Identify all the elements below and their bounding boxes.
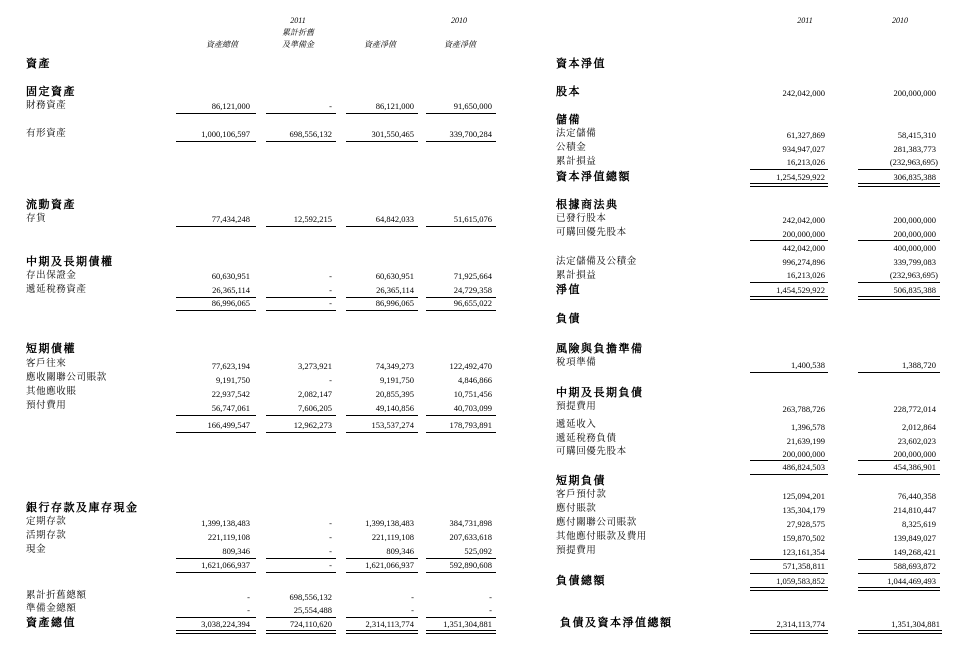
net-value: 9,191,750	[380, 375, 414, 385]
dep-value: 12,592,215	[293, 214, 332, 224]
underline	[858, 573, 940, 574]
row-label: 客戶往來	[26, 358, 67, 369]
total-liabilities-equity-label: 負債及資本淨值總額	[560, 616, 673, 629]
value-2011: 1,059,583,852	[776, 576, 825, 586]
underline	[750, 169, 828, 170]
value-2010: (232,963,695)	[889, 157, 938, 167]
underline	[426, 226, 496, 227]
gross-value: 60,630,951	[211, 271, 250, 281]
underline	[346, 310, 418, 311]
gross-value: 56,747,061	[211, 403, 250, 413]
value-2011: 1,254,529,922	[776, 172, 825, 182]
row-label: 遞延稅務資產	[26, 284, 87, 295]
value-2011: 16,213,026	[786, 270, 825, 280]
reserves-title: 儲備	[556, 113, 581, 126]
value-2010: 1,388,720	[902, 360, 936, 370]
underline	[426, 572, 496, 573]
value-2011: 200,000,000	[782, 229, 825, 239]
prev-value: 122,492,470	[449, 361, 492, 371]
underline	[858, 282, 940, 283]
row-label: 可購回優先股本	[556, 446, 627, 457]
prev-total: 178,793,891	[449, 420, 492, 430]
gross-total: 1,621,066,937	[201, 560, 250, 570]
underline	[266, 432, 336, 433]
equity-title: 資本淨值	[556, 57, 606, 70]
value-2010: 8,325,619	[902, 519, 936, 529]
double-underline	[266, 630, 336, 634]
row-label: 法定儲備及公積金	[556, 256, 637, 267]
longterm-liabilities-title: 中期及長期負債	[556, 386, 644, 399]
net-value: 49,140,856	[375, 403, 414, 413]
value-2011: 996,274,896	[782, 257, 825, 267]
gross-total: 86,996,065	[211, 298, 250, 308]
double-underline	[750, 587, 828, 591]
prev-total: 96,655,022	[453, 298, 492, 308]
row-label: 客戶預付款	[556, 489, 607, 500]
value-2011: 21,639,199	[786, 436, 825, 446]
underline	[266, 226, 336, 227]
row-label: 公積金	[556, 142, 587, 153]
total-liabilities-label: 負債總額	[556, 574, 606, 587]
gross-value: 22,937,542	[211, 389, 250, 399]
underline	[750, 372, 828, 373]
double-underline	[750, 296, 828, 300]
gross-value: -	[247, 605, 250, 615]
net-value: 20,855,395	[375, 389, 414, 399]
underline	[346, 141, 418, 142]
underline	[176, 310, 256, 311]
dep-value: -	[329, 518, 332, 528]
value-2010: 281,383,773	[893, 144, 936, 154]
net-2010-header: 資產淨值	[444, 40, 476, 49]
row-label: 其他應付賬款及費用	[556, 531, 647, 542]
prev-total: 592,890,608	[449, 560, 492, 570]
double-underline	[426, 630, 496, 634]
row-label: 有形資產	[26, 128, 67, 139]
current-assets-title: 流動資產	[26, 198, 76, 211]
net-value: -	[411, 592, 414, 602]
underline	[426, 617, 496, 618]
gross-value: 26,365,114	[212, 285, 250, 295]
gross-value: 809,346	[222, 546, 250, 556]
underline	[426, 558, 496, 559]
prev-value: 384,731,898	[449, 518, 492, 528]
value-2010: (232,963,695)	[889, 270, 938, 280]
row-label: 財務資產	[26, 100, 67, 111]
value-2010: 2,012,864	[902, 422, 936, 432]
dep-value: -	[329, 375, 332, 385]
row-label: 預提費用	[556, 401, 597, 412]
value-2011: 2,314,113,774	[776, 619, 825, 629]
value-2010: 200,000,000	[893, 215, 936, 225]
underline	[176, 415, 256, 416]
dep-value: -	[329, 285, 332, 295]
row-label: 現金	[26, 544, 47, 555]
assets-title: 資產	[26, 57, 51, 70]
value-2010: 200,000,000	[893, 88, 936, 98]
underline	[346, 617, 418, 618]
net-value: 64,842,033	[375, 214, 414, 224]
underline	[176, 226, 256, 227]
underline	[858, 474, 940, 475]
gross-value: 221,119,108	[207, 532, 250, 542]
net-value: 301,550,465	[371, 129, 414, 139]
value-2011: 1,454,529,922	[776, 285, 825, 295]
value-2011: 1,396,578	[791, 422, 825, 432]
underline	[750, 474, 828, 475]
prev-value: 207,633,618	[449, 532, 492, 542]
double-underline	[750, 630, 828, 634]
value-2010: 228,772,014	[893, 404, 936, 414]
value-2010: 506,835,388	[893, 285, 936, 295]
underline	[858, 559, 940, 560]
dep-grand-total: 724,110,620	[289, 619, 332, 629]
row-label: 定期存款	[26, 516, 67, 527]
underline	[266, 310, 336, 311]
underline	[176, 432, 256, 433]
value-2011: 200,000,000	[782, 449, 825, 459]
gross-value: 9,191,750	[216, 375, 250, 385]
prev-value: 40,703,099	[453, 403, 492, 413]
year-2010-header: 2010	[451, 16, 467, 25]
underline	[346, 113, 418, 114]
share-capital-label: 股本	[556, 85, 581, 98]
double-underline	[858, 587, 940, 591]
underline	[176, 572, 256, 573]
value-2011: 123,161,354	[782, 547, 825, 557]
net-value: 74,349,273	[375, 361, 414, 371]
underline	[176, 558, 256, 559]
value-2010: 149,268,421	[893, 547, 936, 557]
prev-value: -	[489, 605, 492, 615]
net-value: 60,630,951	[375, 271, 414, 281]
prev-value: 24,729,358	[453, 285, 492, 295]
underline	[750, 460, 828, 461]
underline	[176, 113, 256, 114]
dep-header-line2: 及準備金	[282, 40, 314, 49]
underline	[750, 573, 828, 574]
value-2011: 159,870,502	[782, 533, 825, 543]
gross-value: -	[247, 592, 250, 602]
value-2010: 76,440,358	[897, 491, 936, 501]
row-label: 存貨	[26, 213, 47, 224]
value-2010: 139,849,027	[893, 533, 936, 543]
row-label: 預提費用	[556, 545, 597, 556]
prev-grand-total: 1,351,304,881	[443, 619, 492, 629]
underline	[266, 113, 336, 114]
value-2010: 339,799,083	[893, 257, 936, 267]
dep-value: 25,554,488	[293, 605, 332, 615]
year-2010-header: 2010	[892, 16, 908, 25]
value-2011: 571,358,811	[782, 561, 825, 571]
row-label: 其他應收賬	[26, 386, 77, 397]
underline	[426, 141, 496, 142]
prev-value: 339,700,284	[449, 129, 492, 139]
prev-value: 71,925,664	[453, 271, 492, 281]
underline	[858, 372, 940, 373]
gross-total: 166,499,547	[207, 420, 250, 430]
row-label: 累計損益	[556, 156, 597, 167]
value-2010: 1,351,304,881	[891, 619, 940, 629]
value-2010: 454,386,901	[893, 462, 936, 472]
cash-title: 銀行存款及庫存現金	[26, 501, 139, 514]
row-label: 遞延收入	[556, 419, 597, 430]
row-label: 預付費用	[26, 400, 67, 411]
value-2010: 588,693,872	[893, 561, 936, 571]
underline	[426, 310, 496, 311]
dep-value: 2,082,147	[298, 389, 332, 399]
value-2010: 214,810,447	[893, 505, 936, 515]
prev-value: 4,846,866	[458, 375, 492, 385]
prev-value: 10,751,456	[453, 389, 492, 399]
value-2010: 306,835,388	[893, 172, 936, 182]
value-2011: 135,304,179	[782, 505, 825, 515]
row-label: 累計損益	[556, 270, 597, 281]
underline	[346, 415, 418, 416]
dep-total: 12,962,273	[293, 420, 332, 430]
value-2011: 125,094,201	[782, 491, 825, 501]
value-2011: 263,788,726	[782, 404, 825, 414]
value-2010: 23,602,023	[897, 436, 936, 446]
row-label: 累計折舊總額	[26, 590, 87, 601]
dep-value: -	[329, 546, 332, 556]
value-2010: 400,000,000	[893, 243, 936, 253]
underline	[858, 460, 940, 461]
gross-value: 77,434,248	[211, 214, 250, 224]
gross-grand-total: 3,038,224,394	[201, 619, 250, 629]
dep-value: 698,556,132	[289, 592, 332, 602]
value-2010: 200,000,000	[893, 229, 936, 239]
value-2011: 442,042,000	[782, 243, 825, 253]
underline	[346, 558, 418, 559]
net-value: 86,121,000	[375, 101, 414, 111]
dep-value: 3,273,921	[298, 361, 332, 371]
year-2011-header: 2011	[797, 16, 813, 25]
underline	[750, 282, 828, 283]
longterm-receivables-title: 中期及長期債權	[26, 255, 114, 268]
gross-value: 77,623,194	[211, 361, 250, 371]
dep-value: -	[329, 101, 332, 111]
shortterm-receivables-title: 短期債權	[26, 342, 76, 355]
net-grand-total: 2,314,113,774	[365, 619, 414, 629]
underline	[426, 415, 496, 416]
underline	[750, 240, 828, 241]
value-2010: 200,000,000	[893, 449, 936, 459]
net-value: -	[411, 605, 414, 615]
row-label: 法定儲備	[556, 128, 597, 139]
total-assets-label: 資產總值	[26, 616, 76, 629]
net-value: 221,119,108	[371, 532, 414, 542]
underline	[176, 141, 256, 142]
double-underline	[858, 183, 940, 187]
prev-value: -	[489, 592, 492, 602]
value-2011: 27,928,575	[786, 519, 825, 529]
fixed-assets-title: 固定資產	[26, 85, 76, 98]
equity-total-label: 資本淨值總額	[556, 170, 631, 183]
value-2010: 1,044,469,493	[887, 576, 936, 586]
dep-value: 7,606,205	[298, 403, 332, 413]
underline	[266, 558, 336, 559]
value-2011: 242,042,000	[782, 88, 825, 98]
underline	[266, 415, 336, 416]
value-2011: 934,947,027	[782, 144, 825, 154]
year-2011-header: 2011	[290, 16, 306, 25]
value-2011: 1,400,538	[791, 360, 825, 370]
row-label: 活期存款	[26, 530, 67, 541]
dep-value: -	[329, 271, 332, 281]
double-underline	[858, 296, 940, 300]
gross-value: 86,121,000	[211, 101, 250, 111]
double-underline	[346, 630, 418, 634]
value-2011: 61,327,869	[786, 130, 825, 140]
risk-provisions-title: 風險與負擔準備	[556, 342, 644, 355]
value-2011: 16,213,026	[786, 157, 825, 167]
dep-value: 698,556,132	[289, 129, 332, 139]
row-label: 可購回優先股本	[556, 227, 627, 238]
underline	[266, 141, 336, 142]
row-label: 應收關聯公司賬款	[26, 372, 107, 383]
row-label: 應付關聯公司賬款	[556, 517, 637, 528]
row-label: 稅項準備	[556, 357, 597, 368]
prev-value: 91,650,000	[453, 101, 492, 111]
shortterm-liabilities-title: 短期負債	[556, 474, 606, 487]
row-label: 存出保證金	[26, 270, 77, 281]
underline	[858, 240, 940, 241]
value-2011: 242,042,000	[782, 215, 825, 225]
underline	[346, 572, 418, 573]
gross-value: 1,399,138,483	[201, 518, 250, 528]
double-underline	[750, 183, 828, 187]
net-total: 86,996,065	[375, 298, 414, 308]
row-label: 應付賬款	[556, 503, 597, 514]
commercial-code-title: 根據商法典	[556, 198, 619, 211]
underline	[426, 432, 496, 433]
dep-total: -	[329, 560, 332, 570]
net-value: 26,365,114	[376, 285, 414, 295]
dep-total: -	[329, 298, 332, 308]
underline	[426, 113, 496, 114]
net-total: 1,621,066,937	[365, 560, 414, 570]
underline	[750, 559, 828, 560]
prev-value: 525,092	[464, 546, 492, 556]
value-2011: 486,824,503	[782, 462, 825, 472]
net-value: 809,346	[386, 546, 414, 556]
double-underline	[858, 630, 942, 634]
net-value: 1,399,138,483	[365, 518, 414, 528]
net-worth-label: 淨值	[556, 283, 581, 296]
row-label: 已發行股本	[556, 213, 607, 224]
row-label: 遞延稅務負債	[556, 433, 617, 444]
underline	[858, 169, 940, 170]
gross-header: 資產總值	[206, 40, 238, 49]
underline	[266, 617, 336, 618]
dep-header-line1: 累計折舊	[282, 28, 314, 37]
prev-value: 51,615,076	[453, 214, 492, 224]
underline	[176, 617, 256, 618]
underline	[266, 572, 336, 573]
gross-value: 1,000,106,597	[201, 129, 250, 139]
net-total: 153,537,274	[371, 420, 414, 430]
underline	[346, 432, 418, 433]
net-2011-header: 資產淨值	[364, 40, 396, 49]
value-2010: 58,415,310	[897, 130, 936, 140]
double-underline	[176, 630, 256, 634]
liabilities-title: 負債	[556, 312, 581, 325]
dep-value: -	[329, 532, 332, 542]
underline	[346, 226, 418, 227]
row-label: 準備金總額	[26, 603, 77, 614]
